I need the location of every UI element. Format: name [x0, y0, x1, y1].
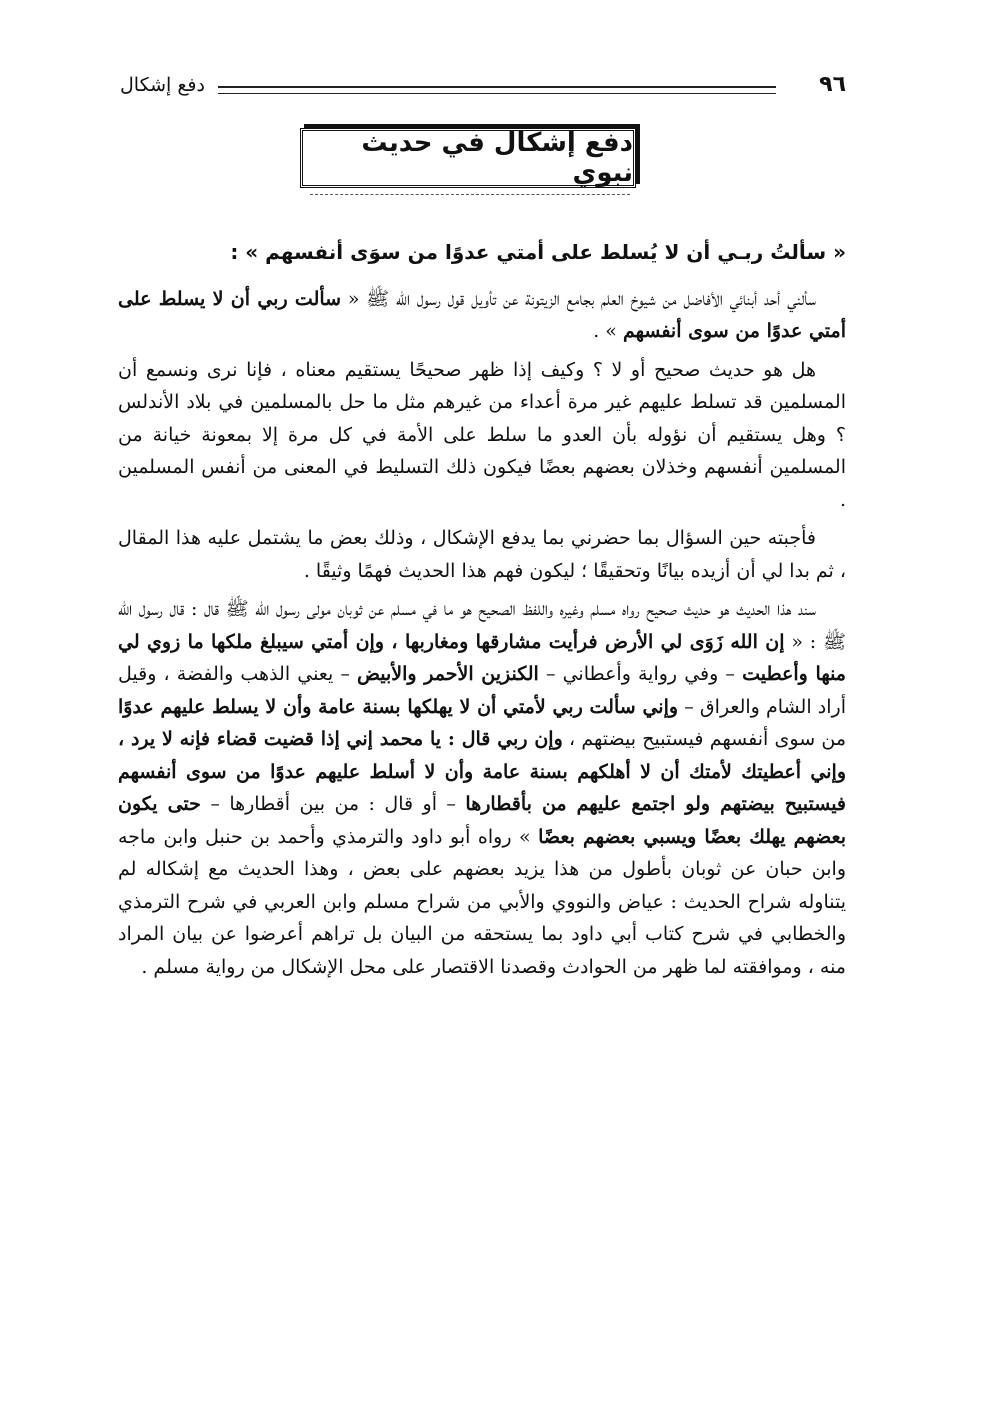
hadith-quote: حتى يكون بعضهم يهلك بعضًا ويسبي بعضهم بعضًا	[118, 793, 846, 848]
hadith-quote: الكنزين الأحمر والأبيض	[357, 663, 539, 685]
text-run: » رواه أبو داود والترمذي وأحمد بن حنبل وابن ماجه وابن حبان عن ثوبان بأطول من هذا يزيد بعضهم على بعض ، وهذا الحديث مع إشكاله لم يتناوله شراح الحديث : عياض والنووي والأبي من شراح مسلم وابن العربي في شرح الترمذي والخطابي في شرح كتاب أبي داود بما يستحقه من البيان بل تراهم أعرضوا عن بيان المراد منه ، وموافقته لما ظهر من الحوادث وقصدنا الاقتصار على محل الإشكال من رواية مسلم .	[118, 825, 846, 978]
hadith-quote: إن الله زَوَى لي الأرض فرأيت مشارقها ومغاربها ، وإن أمتي سيبلغ ملكها ما زوي لي منها وأعطيت	[118, 630, 846, 685]
chapter-title: دفع إشكال في حديث نبوي	[300, 128, 636, 188]
paragraph-question	[118, 283, 846, 348]
paragraph-answer-intro: فأجبته حين السؤال بما حضرني بما يدفع الإشكال ، وذلك بعض ما يشتمل عليه هذا المقال ، ثم بدا لي أن أزيده بيانًا وتحقيقًا ؛ ليكون فهم هذا الحديث فهمًا وثيقًا .	[118, 527, 846, 582]
page-header	[120, 72, 846, 108]
text-run: – وفي رواية وأعطاني –	[538, 663, 743, 685]
header-rule	[218, 86, 776, 94]
paragraph-isnad	[118, 593, 846, 983]
chapter-title-frame	[300, 128, 636, 188]
paragraph-inquiry: هل هو حديث صحيح أو لا ؟ وكيف إذا ظهر صحيحًا يستقيم معناه ، فإنا نرى ونسمع أن المسلمين قد تسلط عليهم غير مرة أعداء من غيرهم مثل ما حل بالمسلمين في بلاد الأندلس ؟ وهل يستقيم أن نؤوله بأن العدو ما سلط على الأمة في كل مرة إلا بمعونة خيانة من المسلمين أنفسهم وخذلان بعضهم بعضًا فيكون ذلك التسليط في المعنى من أنفس المسلمين .	[118, 358, 846, 511]
text-run: » .	[593, 320, 623, 342]
article-body	[118, 236, 846, 989]
hadith-quote: وإن ربي قال : يا محمد إني إذا قضيت قضاء فإنه لا يرد ، وإني أعطيتك لأمتك أن لا أهلكهم بسنة عامة وأن لا أسلط عليهم عدوًا من سوى أنفسهم فيستبيح بيضتهم ولو اجتمع عليهم من بأقطارها	[118, 728, 847, 815]
hadith-heading: « سألتُ ربـي أن لا يُسلط على أمتي عدوًا من سوَى أنفسهم » :	[230, 240, 846, 264]
text-run: سألني أحد أبنائي الأفاضل من شيوخ العلم بجامع الزيتونة عن تأويل قول رسول الله ﷺ «	[341, 287, 816, 310]
title-divider	[310, 194, 630, 195]
text-run: – أو قال : من بين أقطارها –	[200, 793, 466, 815]
running-title: دفع إشكال	[120, 74, 205, 96]
text-run: – يعني الذهب والفضة ، وقيل أراد الشام والعراق –	[118, 663, 846, 718]
text-run: سند هذا الحديث هو حديث صحيح رواه مسلم وغيره واللفظ الصحيح هو ما في مسلم عن ثوبان مولى رسول الله ﷺ قال : قال رسول الله ﷺ : «	[118, 598, 846, 653]
text-run: من سوى أنفسهم فيستبيح بيضتهم ،	[562, 728, 846, 750]
hadith-quote: سألت ربي أن لا يسلط على أمتي عدوًا من سوى أنفسهم	[118, 287, 846, 342]
hadith-quote: وإني سألت ربي لأمتي أن لا يهلكها بسنة عامة وأن لا يسلط عليهم عدوًا	[118, 695, 679, 718]
page-number: ٩٦	[819, 72, 846, 97]
